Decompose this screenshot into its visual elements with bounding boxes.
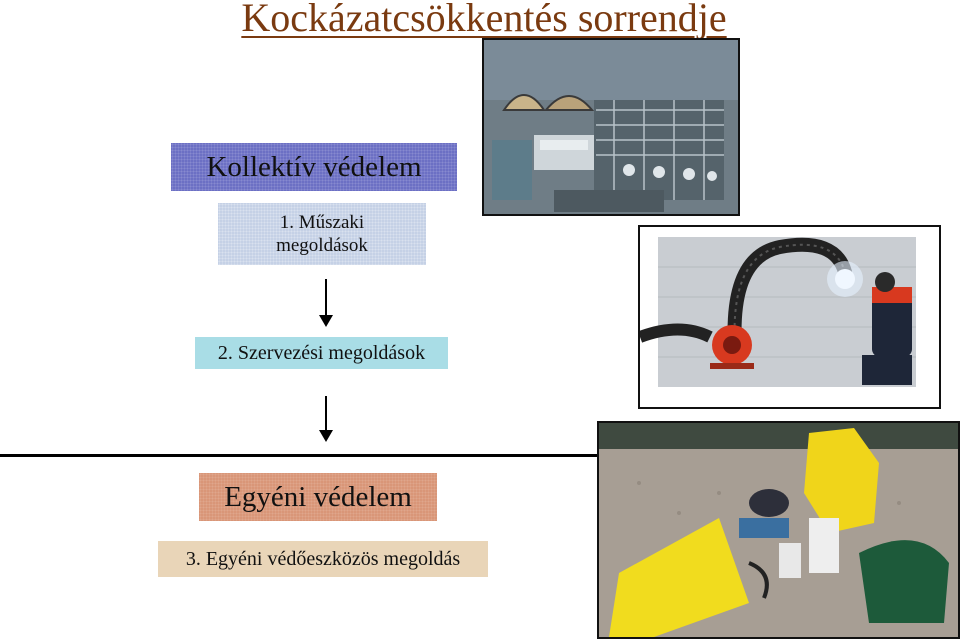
- collective-protection-box: [171, 143, 457, 191]
- individual-protection-label: Egyéni védelem: [224, 480, 412, 513]
- page-title: Kockázatcsökkentés sorrendje: [241, 0, 727, 40]
- technical-solutions-line1: 1. Műszaki: [279, 212, 365, 233]
- collective-protection-label: Kollektív védelem: [206, 150, 422, 183]
- technical-solutions-box: [218, 203, 426, 265]
- down-arrow-icon: [319, 396, 333, 442]
- organizational-solutions-label: 2. Szervezési megoldások: [217, 341, 426, 364]
- ppe-equipment-photo: [597, 421, 960, 639]
- welding-extraction-photo: [638, 225, 941, 409]
- industrial-machinery-photo: [482, 38, 740, 216]
- down-arrow-icon: [319, 279, 333, 327]
- ppe-solution-label: 3. Egyéni védőeszközös megoldás: [185, 547, 461, 570]
- organizational-solutions-box: [195, 337, 448, 369]
- technical-solutions-line2: megoldások: [276, 235, 368, 256]
- divider-line: [0, 454, 600, 457]
- individual-protection-box: [199, 473, 437, 521]
- ppe-solution-box: [158, 541, 488, 577]
